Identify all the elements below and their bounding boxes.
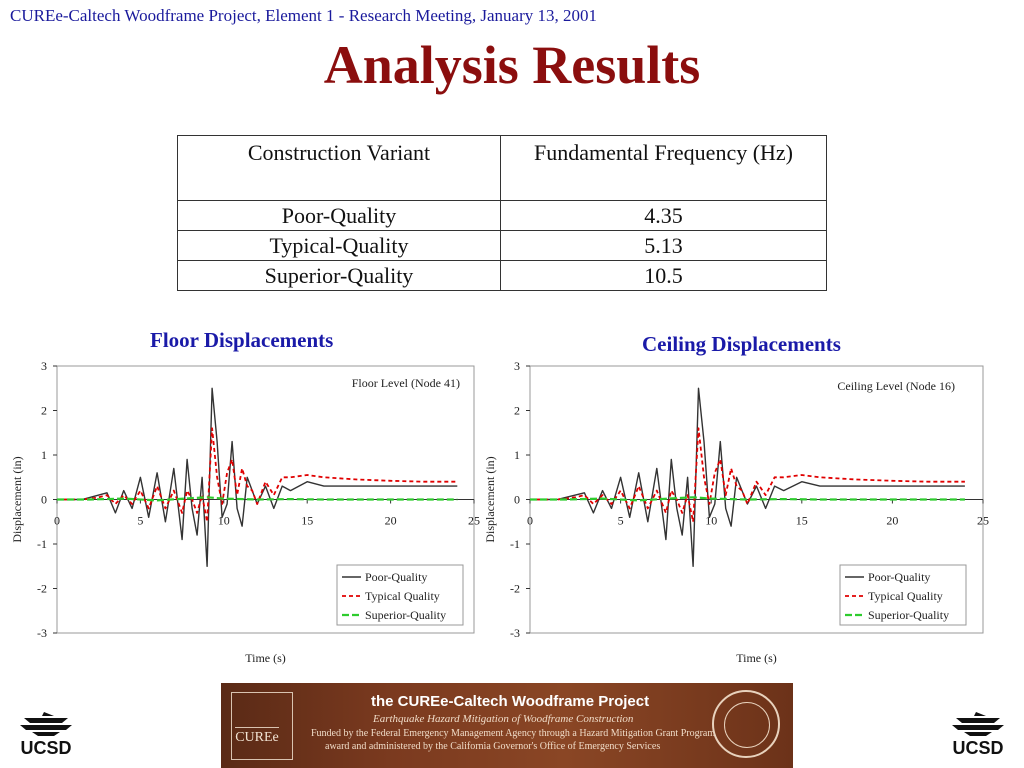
x-tick-label: 0 [54,513,60,528]
banner-subtitle: Earthquake Hazard Mitigation of Woodframe Construction [373,713,634,725]
ucsd-label: UCSD [952,738,1004,758]
x-tick-label: 5 [137,513,144,528]
banner-title: the CUREe-Caltech Woodframe Project [371,693,650,710]
cure-logo [231,692,293,760]
project-banner [221,683,793,768]
ceiling-chart-heading: Ceiling Displacements [642,332,841,356]
table-cell-variant: Superior-Quality [178,261,501,291]
table-cell-variant: Typical-Quality [178,231,501,261]
chart-annotation: Ceiling Level (Node 16) [837,379,955,393]
column-header-frequency: Fundamental Frequency (Hz) [501,136,827,201]
x-tick-label: 0 [527,513,533,528]
y-tick-label: -3 [510,626,520,640]
table-cell-frequency: 10.5 [501,261,827,291]
ucsd-label: UCSD [20,738,72,758]
slide-title: Analysis Results [323,35,701,95]
x-tick-label: 5 [617,513,624,528]
series-line-poor-quality [530,388,965,566]
x-tick-label: 20 [886,513,899,528]
floor-chart-heading: Floor Displacements [150,328,334,352]
y-tick-label: -1 [37,537,47,551]
caltech-seal-icon [712,690,780,758]
x-tick-label: 25 [468,513,480,528]
y-axis-label: Displacement (in) [10,456,24,543]
y-tick-label: -1 [510,537,520,551]
chart-annotation: Floor Level (Node 41) [351,376,460,390]
legend-label: Typical Quality [868,589,943,603]
x-tick-label: 10 [217,513,230,528]
column-header-variant: Construction Variant [178,136,501,201]
x-tick-label: 10 [705,513,718,528]
legend-label: Poor-Quality [365,570,428,584]
legend-label: Typical Quality [365,589,440,603]
table-cell-frequency: 4.35 [501,201,827,231]
legend-label: Poor-Quality [868,570,931,584]
legend-label: Superior-Quality [868,608,950,622]
y-tick-label: 2 [514,403,520,418]
cure-logo-label: CUREe [235,727,279,748]
y-tick-label: 1 [514,448,520,462]
ucsd-logo-right [946,710,1010,760]
y-tick-label: -2 [510,581,520,596]
series-line-poor-quality [57,388,457,566]
y-tick-label: 3 [41,359,47,373]
x-tick-label: 15 [795,513,808,528]
ucsd-emblem-icon [946,710,1010,738]
y-tick-label: 0 [514,492,520,507]
ucsd-emblem-icon [14,710,78,738]
y-axis-label: Displacement (in) [483,456,497,543]
x-tick-label: 15 [301,513,314,528]
x-axis-label: Time (s) [736,651,777,665]
table-cell-variant: Poor-Quality [178,201,501,231]
y-tick-label: 3 [514,359,520,373]
x-axis-label: Time (s) [245,651,286,665]
y-tick-label: -2 [37,581,47,596]
banner-funding-line: Funded by the Federal Emergency Management Agency through a Hazard Mitigation Grant Program [311,728,716,739]
y-tick-label: 2 [41,403,47,418]
y-tick-label: 1 [41,448,47,462]
banner-award-line: award and administered by the California Governor's Office of Emergency Services [325,741,661,752]
y-tick-label: 0 [41,492,47,507]
meeting-header: CUREe-Caltech Woodframe Project, Element 1 - Research Meeting, January 13, 2001 [10,6,598,25]
y-tick-label: -3 [37,626,47,640]
table-cell-frequency: 5.13 [501,231,827,261]
x-tick-label: 25 [977,513,989,528]
x-tick-label: 20 [384,513,397,528]
legend-label: Superior-Quality [365,608,447,622]
ucsd-logo-left [14,710,78,760]
